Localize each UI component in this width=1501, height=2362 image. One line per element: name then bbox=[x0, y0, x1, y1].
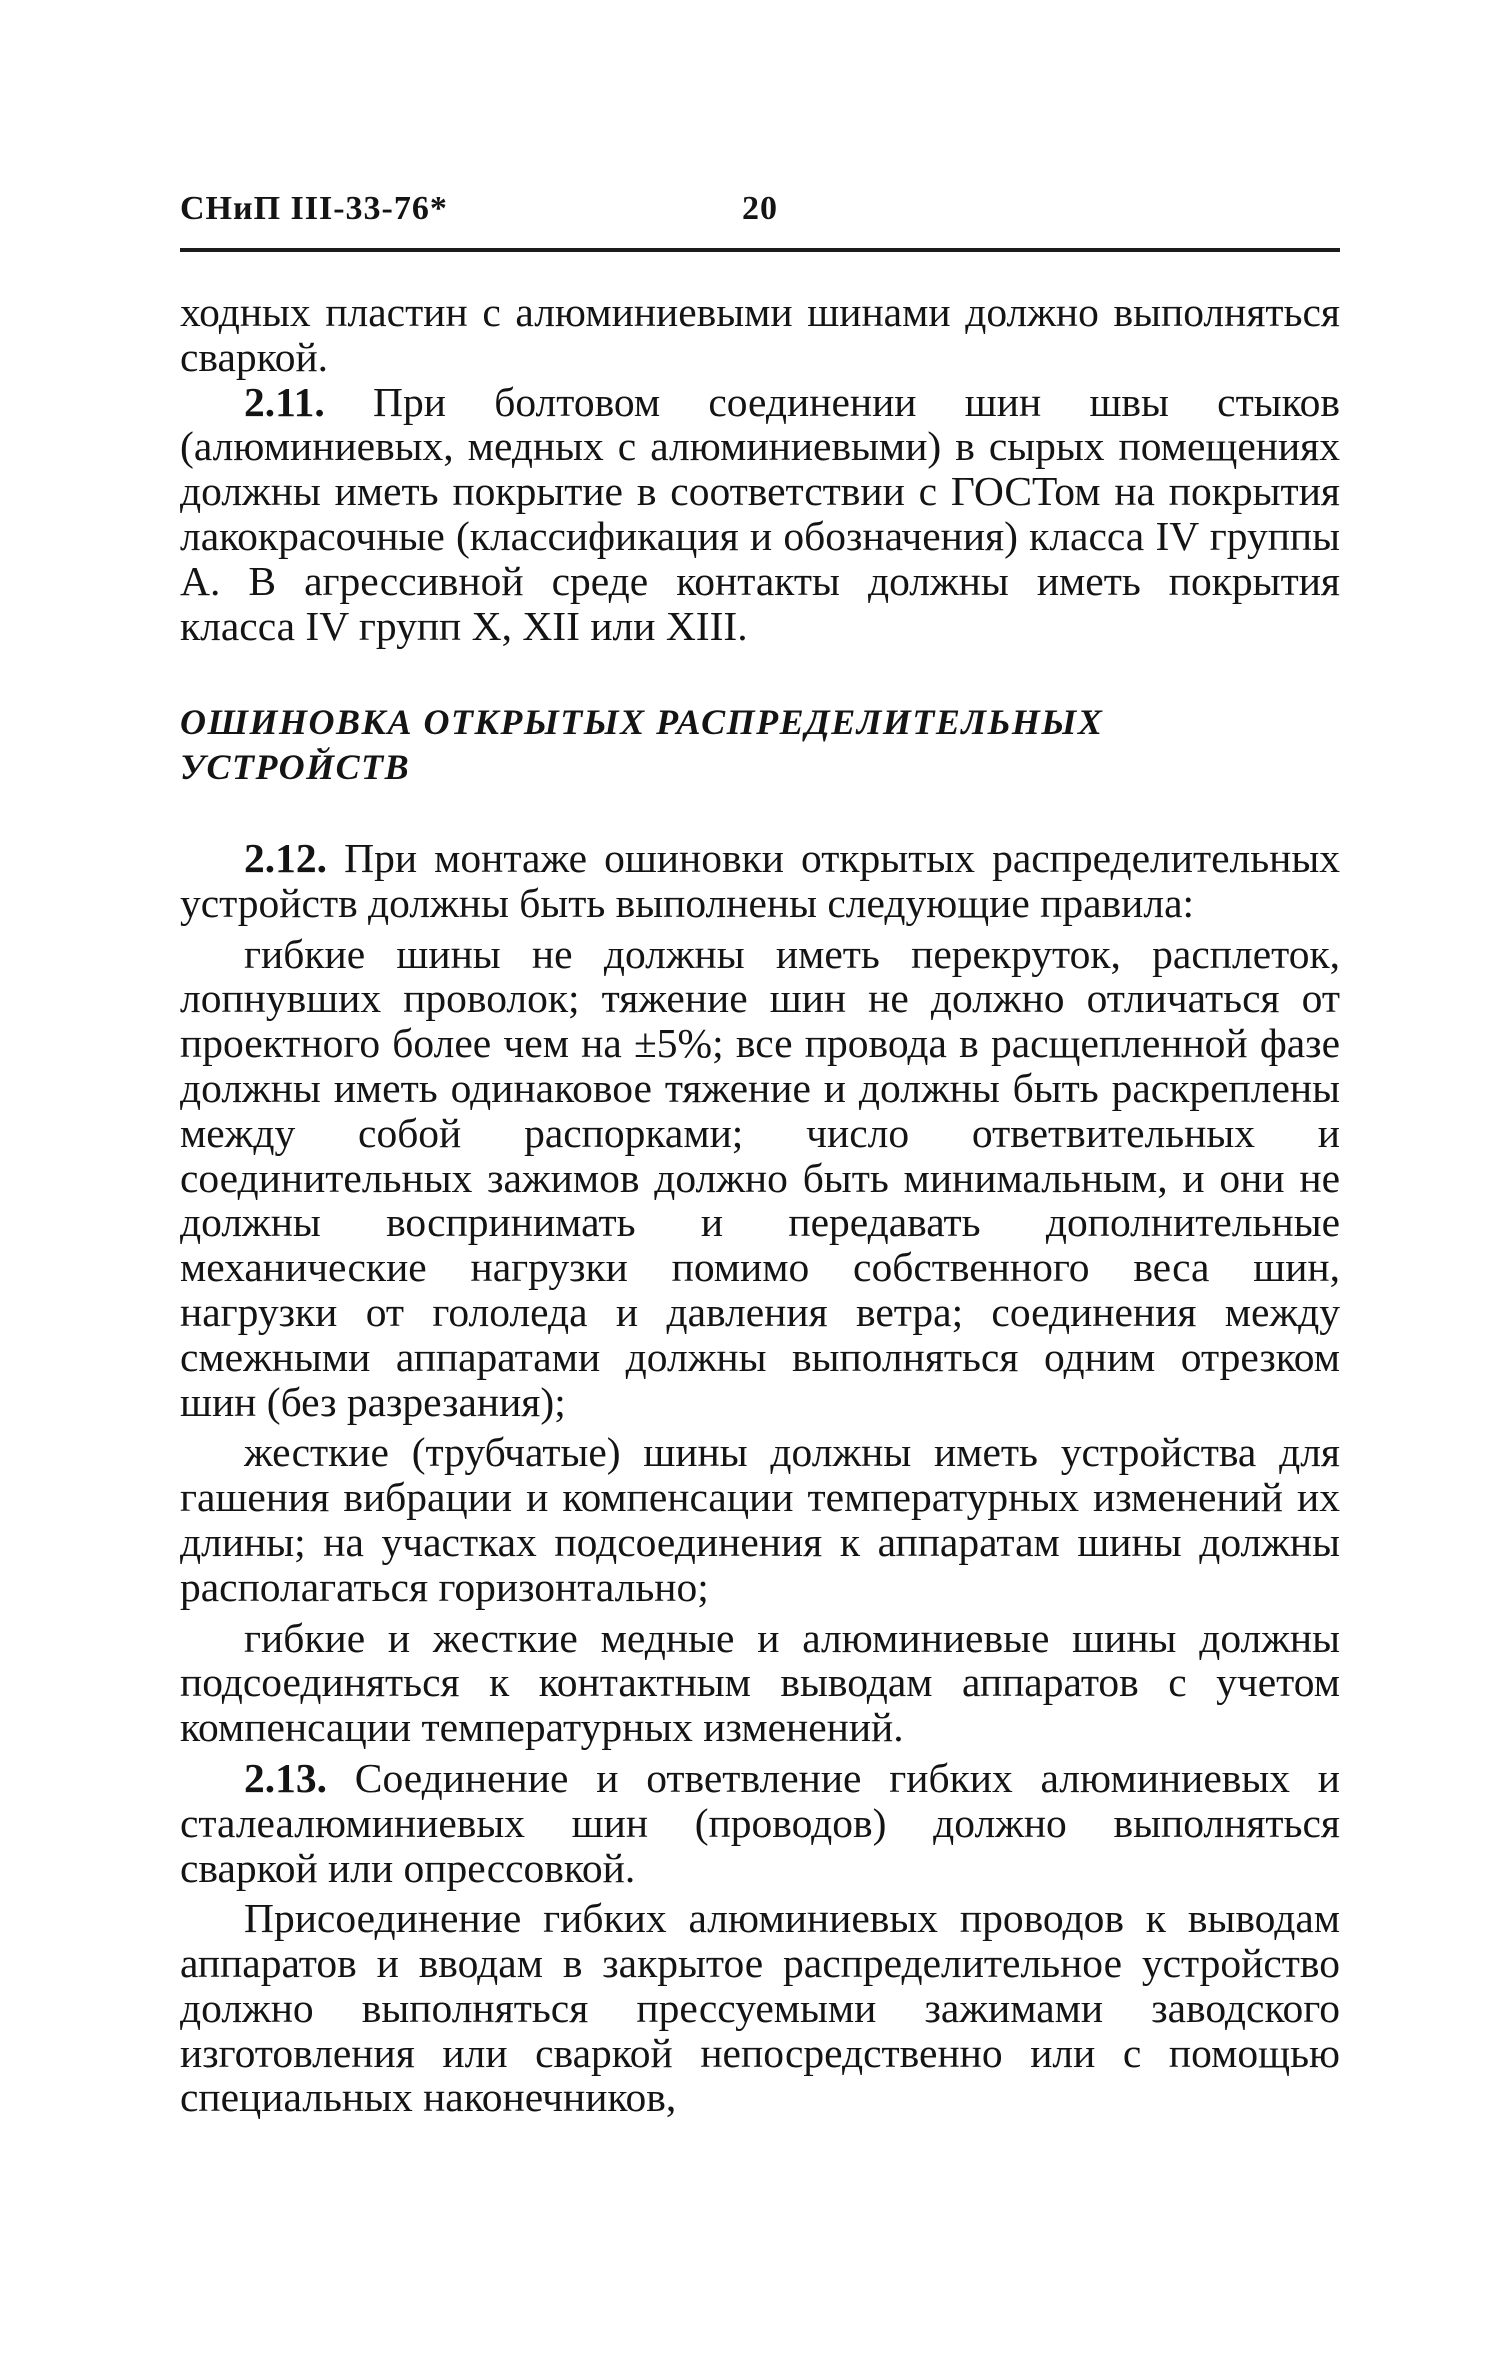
document-code: СНиП III-33-76* bbox=[180, 190, 448, 227]
clause-text-2-13: Соединение и ответвление гибких алюминиевых и сталеалюминиевых шин (проводов) должно выполняться сваркой или опрессовкой. bbox=[180, 1754, 1340, 1891]
paragraph-2-11 bbox=[180, 380, 1340, 649]
running-header bbox=[180, 190, 1340, 240]
clause-number-2-11: 2.11. bbox=[244, 378, 325, 425]
header-rule bbox=[180, 248, 1340, 252]
paragraph-flexible-buses: гибкие шины не должны иметь перекруток, расплеток, лопнувших проволок; тяжение шин не должно отличаться от проектного более чем на ±5%; все провода в расщепленной фазе должны иметь одинаковое тяжение и должны быть раскреплены между собой распорками; число ответвительных и соединительных зажимов должно быть минимальным, и они не должны воспринимать и передавать дополнительные механические нагрузки помимо собственного веса шин, нагрузки от гололеда и давления ветра; соединения между смежными аппаратами должны выполняться одним отрезком шин (без разрезания); bbox=[180, 930, 1340, 1425]
paragraph-copper-aluminium-buses: гибкие и жесткие медные и алюминиевые шины должны подсоединяться к контактным выводам аппаратов с учетом компенсации температурных изменений. bbox=[180, 1614, 1340, 1751]
paragraph-rigid-buses: жесткие (трубчатые) шины должны иметь устройства для гашения вибрации и компенсации температурных изменений их длины; на участках подсоединения к аппаратам шины должны располагаться горизонтально; bbox=[180, 1429, 1340, 1610]
section-heading: ОШИНОВКА ОТКРЫТЫХ РАСПРЕДЕЛИТЕЛЬНЫХ УСТРОЙСТВ bbox=[180, 702, 1104, 788]
page-number: 20 bbox=[742, 190, 778, 227]
paragraph-2-13 bbox=[180, 1756, 1340, 1890]
paragraph-2-12 bbox=[180, 836, 1340, 926]
paragraph-continued: ходных пластин с алюминиевыми шинами должно выполняться сваркой. bbox=[180, 289, 1340, 380]
clause-number-2-12: 2.12. bbox=[244, 834, 327, 881]
body-text bbox=[180, 290, 1340, 2120]
clause-text-2-11: При болтовом соединении шин швы стыков (алюминиевых, медных с алюминиевыми) в сырых помещениях должны иметь покрытие в соответствии с ГОСТом на покрытия лакокрасочные (классификация и обозначения) класса IV группы А. В агрессивной среде контакты должны иметь покрытия класса IV групп X, XII или XIII. bbox=[180, 378, 1340, 649]
clause-text-2-12: При монтаже ошиновки открытых распределительных устройств должны быть выполнены следующие правила: bbox=[180, 834, 1340, 926]
clause-number-2-13: 2.13. bbox=[244, 1754, 327, 1801]
document-page bbox=[180, 190, 1340, 2121]
paragraph-connection: Присоединение гибких алюминиевых проводов к выводам аппаратов и вводам в закрытое распределительное устройство должно выполняться прессуемыми зажимами заводского изготовления или сваркой непосредственно или с помощью специальных наконечников, bbox=[180, 1895, 1340, 2121]
